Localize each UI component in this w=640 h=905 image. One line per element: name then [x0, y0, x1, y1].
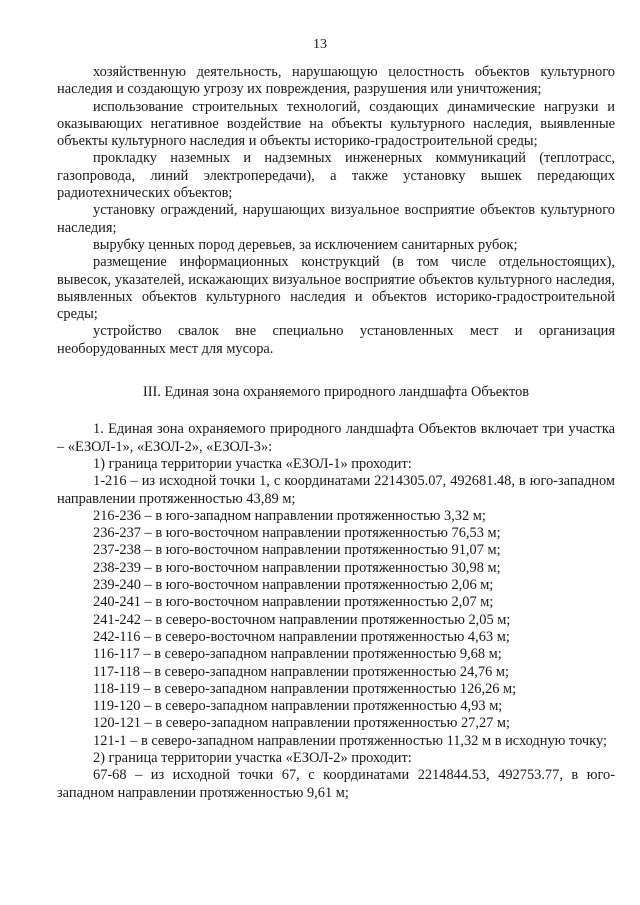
list-item: хозяйственную деятельность, нарушающую целостность объектов культурного наследия и создающую угрозу их повреждения, разрушения или уничтожения;: [57, 64, 615, 98]
list-item: вырубку ценных пород деревьев, за исключением санитарных рубок;: [93, 236, 518, 253]
list-item: прокладку наземных и надземных инженерных коммуникаций (теплотрасс, газопровода, линий электропередачи), а также установку вышек передающих радиотехнических объектов;: [57, 150, 615, 202]
list-item: установку ограждений, нарушающих визуальное восприятие объектов культурного наследия;: [57, 202, 615, 236]
boundary-segment: 236-237 – в юго-восточном направлении протяженностью 76,53 м;: [93, 525, 501, 542]
boundary-segment: 216-236 – в юго-западном направлении протяженностью 3,32 м;: [93, 507, 486, 524]
ezol2-title: 2) граница территории участка «ЕЗОЛ-2» проходит:: [93, 749, 412, 766]
boundary-segment: 239-240 – в юго-восточном направлении протяженностью 2,06 м;: [93, 577, 494, 594]
boundary-segment: 118-119 – в северо-западном направлении протяженностью 126,26 м;: [93, 680, 517, 697]
ezol1-end-segment: 121-1 – в северо-западном направлении протяженностью 11,32 м в исходную точку;: [93, 732, 607, 749]
boundary-segment: 240-241 – в юго-восточном направлении протяженностью 2,07 м;: [93, 594, 494, 611]
section-heading: III. Единая зона охраняемого природного ландшафта Объектов: [142, 384, 530, 401]
boundary-segment: 116-117 – в северо-западном направлении протяженностью 9,68 м;: [93, 646, 502, 663]
document-body: [57, 64, 615, 802]
boundary-segment: 241-242 – в северо-восточном направлении протяженностью 2,05 м;: [93, 611, 511, 628]
boundary-segment: 238-239 – в юго-восточном направлении протяженностью 30,98 м;: [93, 559, 501, 576]
boundary-segment: 120-121 – в северо-западном направлении протяженностью 27,27 м;: [93, 715, 511, 732]
page-number: 13: [313, 37, 327, 52]
boundary-segment: 117-118 – в северо-западном направлении протяженностью 24,76 м;: [93, 663, 509, 680]
boundary-segment: 237-238 – в юго-восточном направлении протяженностью 91,07 м;: [93, 542, 501, 559]
section-intro: 1. Единая зона охраняемого природного ландшафта Объектов включает три участка – «ЕЗОЛ-1», «ЕЗОЛ-2», «ЕЗОЛ-3»:: [57, 421, 615, 455]
boundary-segment: 242-116 – в северо-восточном направлении протяженностью 4,63 м;: [93, 628, 510, 645]
list-item: использование строительных технологий, создающих динамические нагрузки и оказывающих негативное воздействие на объекты культурного наследия, выявленные объекты культурного наследия и объекты историко-градостроительной среды;: [57, 98, 615, 150]
list-item: размещение информационных конструкций (в том числе отдельностоящих), вывесок, указателей, искажающих визуальное восприятие объектов культурного наследия, выявленных объектов культурного наследия и объектов историко-градостроительной среды;: [57, 254, 615, 323]
ezol2-start-segment: 67-68 – из исходной точки 67, с координатами 2214844.53, 492753.77, в юго-западном направлении протяженностью 9,61 м;: [57, 767, 615, 801]
list-item: устройство свалок вне специально установленных мест и организация необорудованных мест для мусора.: [57, 323, 615, 357]
ezol1-title: 1) граница территории участка «ЕЗОЛ-1» проходит:: [93, 455, 412, 472]
boundary-segment: 119-120 – в северо-западном направлении протяженностью 4,93 м;: [93, 698, 503, 715]
ezol1-start-segment: 1-216 – из исходной точки 1, с координатами 2214305.07, 492681.48, в юго-западном направлении протяженностью 43,89 м;: [57, 473, 615, 507]
